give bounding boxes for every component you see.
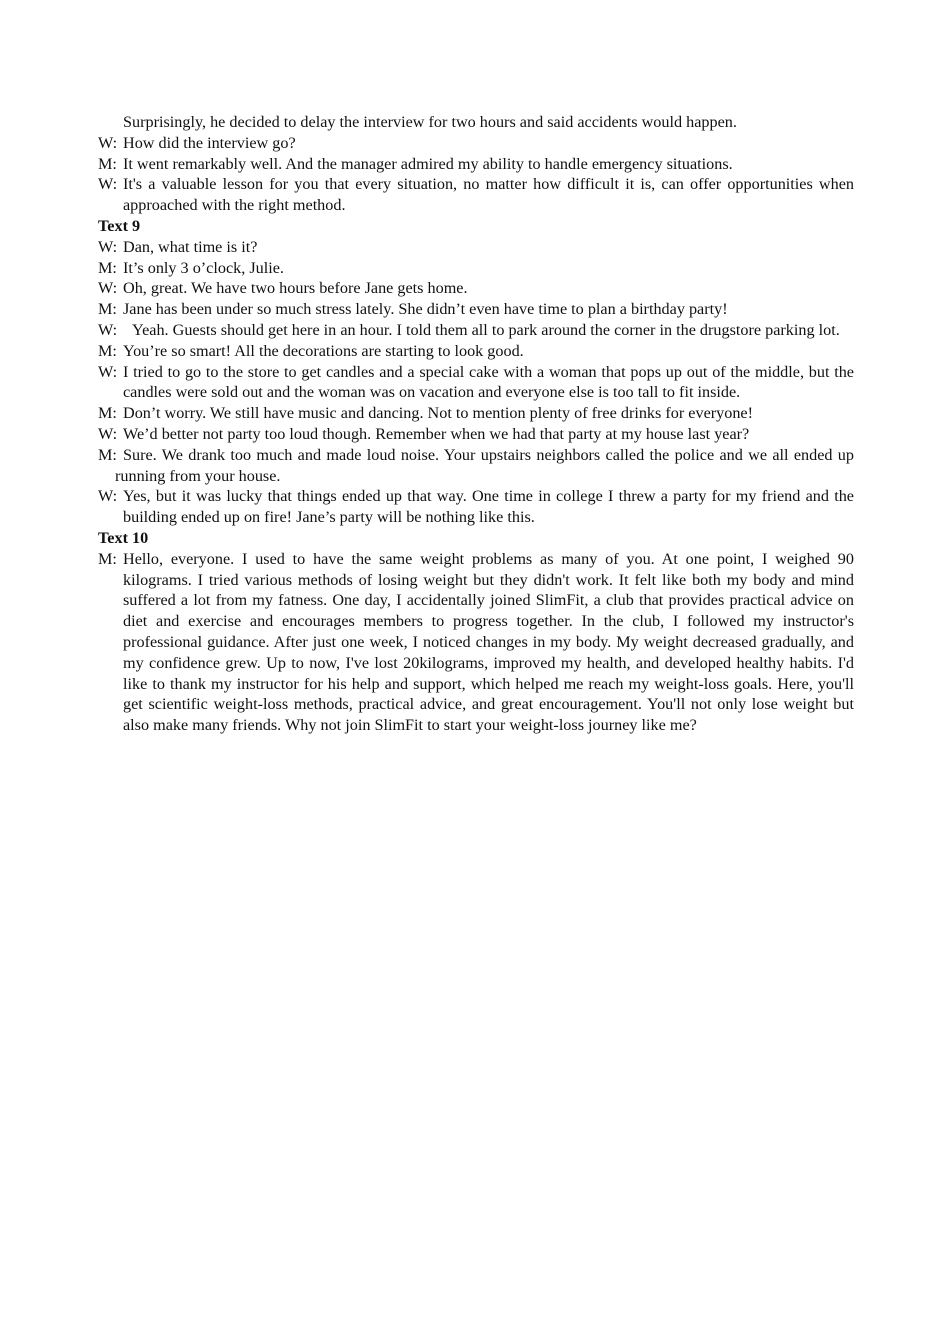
utterance: How did the interview go? xyxy=(123,133,296,152)
dialogue-line xyxy=(98,320,854,341)
dialogue-line xyxy=(98,299,854,320)
speaker-label: M: xyxy=(98,341,117,360)
utterance: Oh, great. We have two hours before Jane gets home. xyxy=(123,279,468,298)
dialogue-line xyxy=(98,341,854,362)
document-page xyxy=(98,112,854,736)
utterance: Yeah. Guests should get here in an hour. I told them all to park around the corner in the drugstore parking lot. xyxy=(132,320,840,339)
section-heading-text10: Text 10 xyxy=(98,528,149,547)
dialogue-line xyxy=(98,258,854,279)
speaker-label: W: xyxy=(98,175,118,194)
continuation-line: Surprisingly, he decided to delay the interview for two hours and said accidents would happen. xyxy=(123,113,737,131)
speaker-label: W: xyxy=(98,424,118,443)
utterance: Hello, everyone. I used to have the same weight problems as many of you. At one point, I weighed 90 kilograms. I tried various methods of losing weight but they didn't work. It felt like both my body and mind suffered a lot from my fatness. One day, I accidentally joined SlimFit, a club that provides practical advice on diet and exercise and encourages members to progress together. In the club, I followed my instructor's professional guidance. After just one week, I noticed changes in my body. My weight decreased gradually, and my confidence grew. Up to now, I've lost 20kilograms, improved my health, and developed healthy habits. I'd like to thank my instructor for his help and support, which helped me reach my weight-loss goals. Here, you'll get scientific weight-loss methods, practical advice, and great encouragement. You'll not only lose weight but also make many friends. Why not join SlimFit to start your weight-loss journey like me? xyxy=(123,549,854,735)
dialogue-line xyxy=(98,237,854,258)
dialogue-line xyxy=(98,403,854,424)
speaker-label: W: xyxy=(98,133,118,152)
dialogue-line xyxy=(98,362,854,404)
utterance: Sure. We drank too much and made loud noise. Your upstairs neighbors called the police and we all ended up running from your house. xyxy=(115,445,854,485)
speaker-label: W: xyxy=(98,320,118,339)
utterance: We’d better not party too loud though. Remember when we had that party at my house last year? xyxy=(123,424,750,443)
dialogue-line xyxy=(98,445,854,487)
utterance: You’re so smart! All the decorations are starting to look good. xyxy=(123,341,524,360)
speaker-label: W: xyxy=(98,487,118,506)
speaker-label: M: xyxy=(98,404,117,423)
section-heading-text9: Text 9 xyxy=(98,216,141,235)
dialogue-line xyxy=(98,154,854,175)
speaker-label: W: xyxy=(98,279,118,298)
speaker-label: W: xyxy=(98,362,118,381)
speaker-label: M: xyxy=(98,154,117,173)
dialogue-line xyxy=(98,278,854,299)
speaker-label: W: xyxy=(98,237,118,256)
speaker-label: M: xyxy=(98,300,117,319)
utterance: I tried to go to the store to get candles and a special cake with a woman that pops up out of the middle, but the candles were sold out and the woman was on vacation and everyone else is too tall to fit inside. xyxy=(123,362,854,402)
utterance: It’s only 3 o’clock, Julie. xyxy=(123,258,284,277)
utterance: Yes, but it was lucky that things ended up that way. One time in college I threw a party for my friend and the building ended up on fire! Jane’s party will be nothing like this. xyxy=(123,487,854,527)
utterance: Jane has been under so much stress lately. She didn’t even have time to plan a birthday party! xyxy=(123,300,728,319)
speaker-label: M: xyxy=(98,549,117,568)
utterance: Dan, what time is it? xyxy=(123,237,258,256)
dialogue-line xyxy=(98,486,854,528)
dialogue-line xyxy=(98,133,854,154)
monologue-paragraph xyxy=(98,549,854,736)
speaker-label: M: xyxy=(98,258,117,277)
speaker-label: M: xyxy=(98,445,117,464)
dialogue-line xyxy=(98,174,854,216)
utterance: It's a valuable lesson for you that every situation, no matter how difficult it is, can offer opportunities when approached with the right method. xyxy=(123,175,854,215)
utterance: Don’t worry. We still have music and dancing. Not to mention plenty of free drinks for everyone! xyxy=(123,404,753,423)
utterance: It went remarkably well. And the manager admired my ability to handle emergency situations. xyxy=(123,154,733,173)
dialogue-line xyxy=(98,424,854,445)
